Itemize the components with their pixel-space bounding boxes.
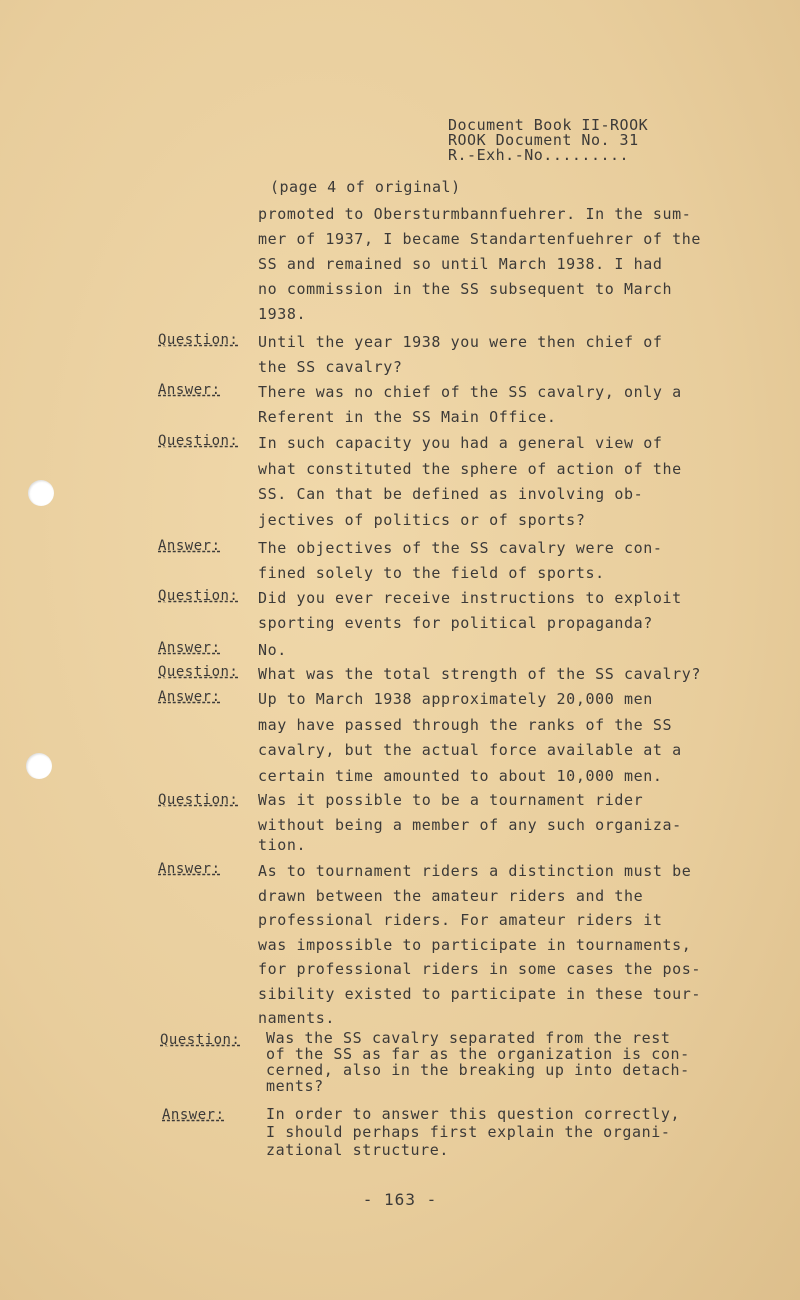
text-line: for professional riders in some cases the pos- — [258, 960, 702, 978]
text-line: naments. — [258, 1009, 336, 1027]
text-line: cerned, also in the breaking up into detach- — [266, 1061, 690, 1079]
question-label: Question: — [160, 1032, 241, 1048]
text-line: promoted to Obersturmbannfuehrer. In the sum- — [258, 205, 692, 223]
page-number: - 163 - — [362, 1190, 438, 1209]
header-line-2: ROOK Document No. 31 — [448, 131, 639, 149]
question-text — [258, 431, 748, 533]
text-line: Did you ever receive instructions to exploit — [258, 589, 682, 607]
page-reference: (page 4 of original) — [270, 178, 461, 196]
answer-text — [258, 687, 748, 789]
text-line: No. — [258, 641, 287, 659]
text-line: may have passed through the ranks of the SS — [258, 715, 673, 734]
answer-text — [258, 638, 748, 663]
answer-text — [266, 1105, 756, 1159]
text-line: without being a member of any such organiza- — [258, 816, 682, 834]
text-line: sibility existed to participate in these tour- — [258, 984, 702, 1003]
text-line: As to tournament riders a distinction must be — [258, 862, 692, 880]
text-line: tion. — [258, 836, 307, 854]
text-line: Up to March 1938 approximately 20,000 men — [258, 690, 653, 708]
text-line: In order to answer this question correctly, — [266, 1105, 681, 1123]
text-line: cavalry, but the actual force available at a — [258, 741, 682, 759]
text-line: What was the total strength of the SS cavalry? — [258, 665, 702, 683]
punch-hole-top — [28, 480, 54, 506]
text-line: mer of 1937, I became Standartenfuehrer of the — [258, 230, 702, 248]
header-line-3: R.-Exh.-No......... — [448, 146, 630, 164]
text-line: professional riders. For amateur riders it — [258, 911, 663, 929]
text-line: zational structure. — [266, 1141, 449, 1159]
text-line: Until the year 1938 you were then chief of — [258, 333, 663, 351]
text-line: ments? — [266, 1077, 324, 1095]
question-text — [258, 586, 748, 636]
text-line: fined solely to the field of sports. — [258, 564, 605, 582]
text-line: what constituted the sphere of action of the — [258, 459, 682, 478]
text-line: SS. Can that be defined as involving ob- — [258, 485, 644, 503]
question-label: Question: — [158, 332, 239, 348]
text-line: 1938. — [258, 305, 307, 323]
text-line: Was it possible to be a tournament rider — [258, 791, 644, 809]
text-line: no commission in the SS subsequent to March — [258, 280, 673, 298]
text-line: Was the SS cavalry separated from the rest — [266, 1029, 671, 1047]
question-label: Question: — [158, 433, 239, 449]
text-line: The objectives of the SS cavalry were con- — [258, 539, 663, 557]
text-line: certain time amounted to about 10,000 men. — [258, 766, 663, 785]
document-header — [448, 118, 648, 163]
answer-label: Answer: — [158, 640, 221, 656]
answer-label: Answer: — [158, 538, 221, 554]
text-line: SS and remained so until March 1938. I had — [258, 255, 663, 273]
question-label: Question: — [158, 664, 239, 680]
text-line: of the SS as far as the organization is con- — [266, 1045, 690, 1063]
answer-text — [258, 380, 748, 430]
text-line: In such capacity you had a general view of — [258, 434, 663, 452]
text-line: There was no chief of the SS cavalry, only a — [258, 383, 682, 401]
text-line: drawn between the amateur riders and the — [258, 886, 644, 905]
text-line: was impossible to participate in tournaments, — [258, 935, 692, 954]
question-text — [258, 330, 748, 380]
punch-hole-bottom — [26, 753, 52, 779]
continuation-text — [258, 202, 748, 327]
answer-label: Answer: — [158, 689, 221, 705]
text-line: Referent in the SS Main Office. — [258, 408, 557, 426]
answer-text — [258, 859, 748, 1031]
answer-label: Answer: — [158, 382, 221, 398]
question-text — [258, 662, 748, 687]
question-text — [266, 1030, 756, 1094]
text-line: I should perhaps first explain the organi- — [266, 1123, 671, 1141]
question-text — [258, 790, 748, 855]
text-line: sporting events for political propaganda? — [258, 614, 653, 632]
text-line: the SS cavalry? — [258, 358, 403, 376]
header-line-1: Document Book II-ROOK — [448, 116, 649, 134]
answer-label: Answer: — [162, 1107, 225, 1123]
answer-label: Answer: — [158, 861, 221, 877]
answer-text — [258, 536, 748, 586]
text-line: jectives of politics or of sports? — [258, 510, 586, 529]
question-label: Question: — [158, 588, 239, 604]
question-label: Question: — [158, 792, 239, 808]
